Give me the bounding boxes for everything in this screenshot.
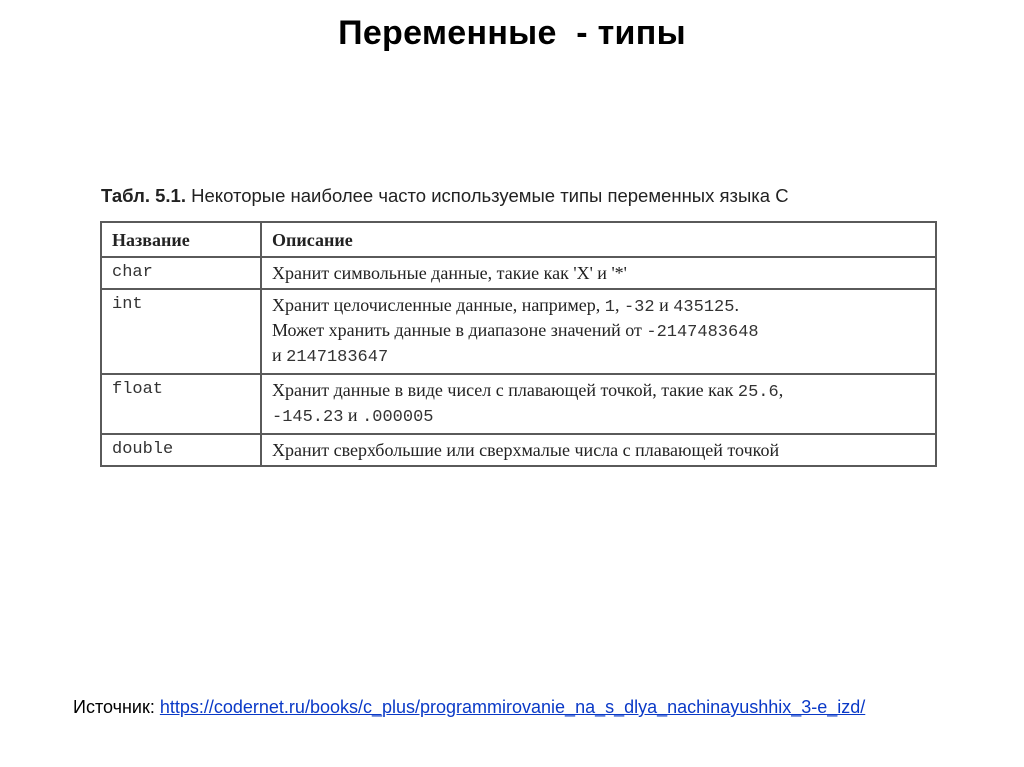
- code-value: 2147183647: [286, 348, 389, 367]
- description-text: Хранит данные в виде чисел с плавающей точкой, такие как: [272, 380, 738, 400]
- description-line: [272, 262, 925, 284]
- description-text: Хранит сверхбольшие или сверхмалые числа с плавающей точкой: [272, 440, 780, 460]
- description-text: Хранит символьные данные, такие как 'X' и '*': [272, 263, 627, 283]
- page-title: Переменные - типы: [338, 14, 686, 52]
- description-text: и: [654, 295, 674, 315]
- code-value: -145.23: [272, 408, 344, 427]
- table-header-row: [101, 222, 936, 257]
- description-line: [272, 319, 925, 344]
- description-text: .: [734, 295, 739, 315]
- column-header-name: Название: [101, 222, 261, 257]
- description-line: [272, 344, 925, 369]
- description-text: ,: [778, 380, 784, 400]
- type-description-cell: [261, 257, 936, 289]
- description-line: [272, 404, 925, 429]
- type-description-cell: [261, 289, 936, 374]
- description-text: и: [272, 345, 287, 365]
- description-line: [272, 379, 925, 404]
- table-caption-text: Некоторые наиболее часто используемые типы переменных языка С: [185, 185, 789, 206]
- code-value: 1: [604, 298, 615, 317]
- table-caption: [101, 185, 789, 207]
- description-text: ,: [614, 295, 624, 315]
- code-value: -2147483648: [646, 323, 759, 342]
- table-row: [101, 374, 936, 434]
- type-name-cell: int: [101, 289, 261, 374]
- code-value: .000005: [362, 408, 434, 427]
- table-row: [101, 289, 936, 374]
- table-row: [101, 257, 936, 289]
- description-line: [272, 294, 925, 319]
- type-name-cell: double: [101, 434, 261, 466]
- variable-types-table: [100, 221, 937, 467]
- source-label: Источник:: [73, 697, 160, 717]
- code-value: 25.6: [737, 383, 779, 402]
- column-header-description: Описание: [261, 222, 936, 257]
- description-text: Может хранить данные в диапазоне значений от: [272, 320, 647, 340]
- description-text: и: [343, 405, 363, 425]
- table-caption-number: Табл. 5.1.: [101, 185, 186, 206]
- code-value: 435125: [673, 298, 735, 317]
- type-name-cell: float: [101, 374, 261, 434]
- description-text: Хранит целочисленные данные, например,: [272, 295, 605, 315]
- type-description-cell: [261, 374, 936, 434]
- table-row: [101, 434, 936, 466]
- description-line: [272, 439, 925, 461]
- code-value: -32: [623, 298, 655, 317]
- source-link[interactable]: https://codernet.ru/books/c_plus/programmirovanie_na_s_dlya_nachinayushhix_3-e_izd/: [159, 697, 866, 717]
- source-line: [73, 697, 865, 718]
- table-body: [101, 257, 936, 466]
- type-name-cell: char: [101, 257, 261, 289]
- type-description-cell: [261, 434, 936, 466]
